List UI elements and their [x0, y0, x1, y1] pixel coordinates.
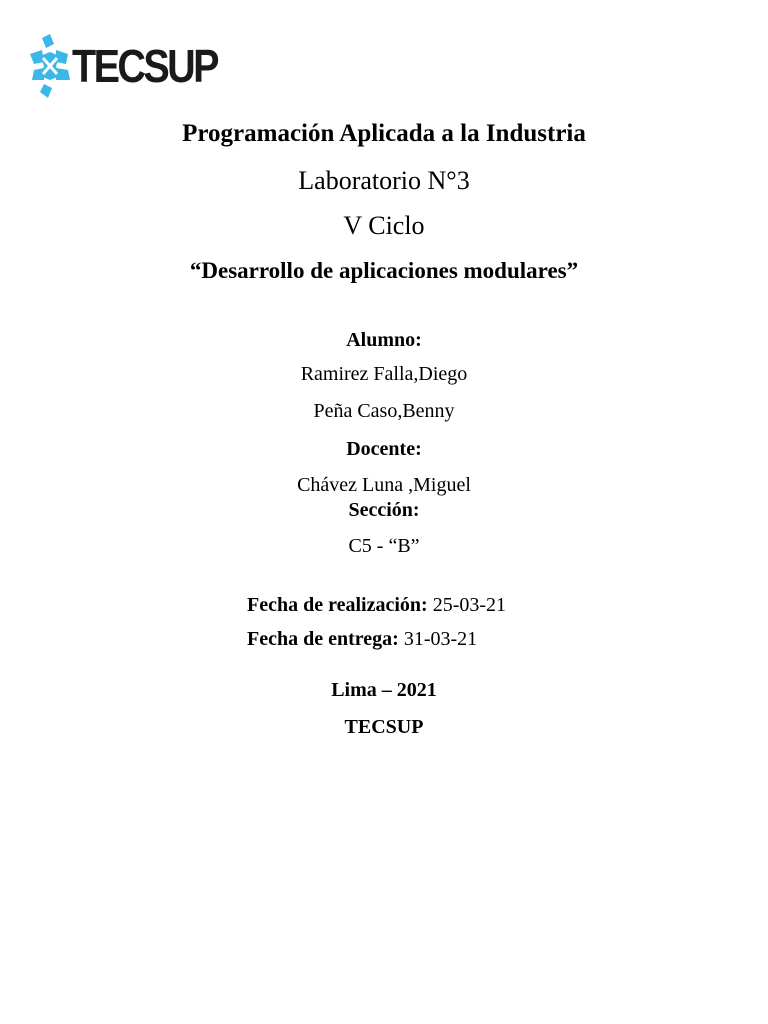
section-label: Sección: [348, 499, 420, 521]
institution-name: TECSUP [344, 716, 424, 738]
teacher-name: Chávez Luna ,Miguel [297, 474, 471, 496]
lab-number: Laboratorio N°3 [298, 166, 470, 195]
realization-date-label: Fecha de realización: [247, 594, 428, 616]
cycle: V Ciclo [343, 211, 425, 240]
realization-date-value: 25-03-21 [427, 594, 507, 616]
delivery-date-row [247, 626, 477, 652]
section-value: C5 - “B” [348, 535, 420, 557]
tecsup-logo [26, 34, 226, 100]
teacher-label: Docente: [346, 438, 422, 460]
logo-text: TECSUP [72, 40, 217, 92]
student-name: Ramirez Falla,Diego [300, 363, 468, 385]
course-title: Programación Aplicada a la Industria [182, 120, 586, 147]
topic-title: “Desarrollo de aplicaciones modulares” [189, 258, 579, 283]
delivery-date-value: 31-03-21 [398, 628, 478, 650]
delivery-date-label: Fecha de entrega: [247, 628, 399, 650]
tecsup-arrows-logo-icon [26, 34, 76, 98]
realization-date-row [247, 592, 506, 618]
student-name: Peña Caso,Benny [313, 400, 455, 422]
place-year: Lima – 2021 [331, 679, 437, 701]
student-label: Alumno: [346, 329, 422, 351]
